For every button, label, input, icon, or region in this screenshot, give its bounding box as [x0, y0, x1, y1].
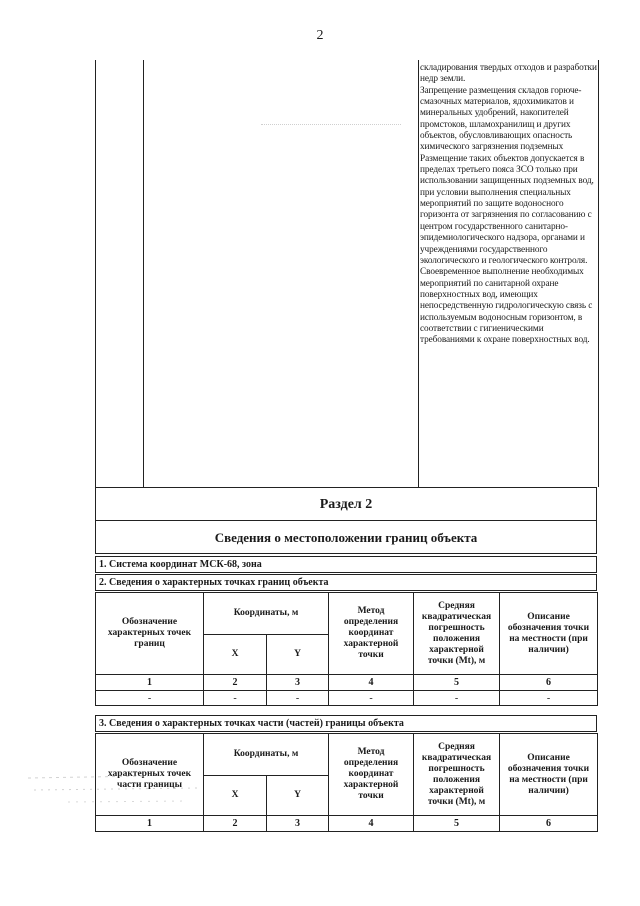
column-number: 6 — [500, 816, 598, 832]
column-number: 1 — [96, 675, 204, 691]
part-boundary-heading: 3. Сведения о характерных точках части (частей) границы объекта — [95, 715, 597, 732]
cell-value: - — [96, 691, 204, 706]
header-description: Описание обозначения точки на местности (при наличии) — [500, 593, 598, 675]
column-number: 3 — [267, 816, 329, 832]
column-number: 5 — [414, 816, 500, 832]
section-subtitle: Сведения о местоположении границ объекта — [95, 520, 597, 554]
column-number: 5 — [414, 675, 500, 691]
table-row — [96, 675, 598, 691]
header-x: X — [204, 776, 267, 816]
stamp-image — [28, 770, 208, 820]
coordinate-system-line: 1. Система координат МСК-68, зона — [95, 556, 597, 573]
cell-value: - — [500, 691, 598, 706]
column-number: 2 — [204, 675, 267, 691]
column-number: 2 — [204, 816, 267, 832]
header-method: Метод определения координат характерной точки — [329, 734, 414, 816]
header-method: Метод определения координат характерной точки — [329, 593, 414, 675]
faint-marks — [261, 124, 401, 129]
column-number: 4 — [329, 675, 414, 691]
header-y: Y — [267, 776, 329, 816]
column-number: 1 — [96, 816, 204, 832]
column-divider — [143, 60, 144, 487]
header-coordinates: Координаты, м — [204, 593, 329, 635]
boundary-points-table — [95, 592, 598, 706]
header-point-designation: Обозначение характерных точек границ — [96, 593, 204, 675]
continued-table-fragment — [95, 60, 599, 487]
cell-value: - — [204, 691, 267, 706]
column-number: 4 — [329, 816, 414, 832]
column-number: 3 — [267, 675, 329, 691]
header-y: Y — [267, 635, 329, 675]
header-x: X — [204, 635, 267, 675]
cell-value: - — [414, 691, 500, 706]
header-error: Средняя квадратическая погрешность положения характерной точки (Mt), м — [414, 734, 500, 816]
table-row — [96, 691, 598, 706]
header-error: Средняя квадратическая погрешность положения характерной точки (Mt), м — [414, 593, 500, 675]
header-point-designation: Обозначение характерных точек части границы — [96, 734, 204, 816]
column-divider — [418, 60, 419, 487]
cell-value: - — [329, 691, 414, 706]
page-number: 2 — [316, 28, 324, 43]
section-title: Раздел 2 — [95, 487, 597, 521]
restrictions-text: складирования твердых отходов и разработки недр земли. Запрещение размещения складов горюче-смазочных материалов, ядохимикатов и минеральных удобрений, накопителей промстоков, шламохранилищ и других объектов, обусловливающих опасность химического загрязнения подземных Размещение таких объектов допускается в пределах третьего пояса ЗСО только при использовании защищенных подземных вод, при условии выполнения специальных мероприятий по защите водоносного горизонта от загрязнения по согласованию с центром государственного санитарно-эпидемиологического надзора, органами и учреждениями государственного экологического и геологического контроля. Своевременное выполнение необходимых мероприятий по санитарной охране поверхностных вод, имеющих непосредственную гидрологическую связь с используемым водоносным горизонтом, в соответствии с гигиеническими требованиями к охране поверхностных вод. — [420, 63, 597, 346]
boundary-points-heading: 2. Сведения о характерных точках границ объекта — [95, 574, 597, 591]
faint-stamp-watermark — [28, 770, 208, 820]
cell-value: - — [267, 691, 329, 706]
column-number: 6 — [500, 675, 598, 691]
header-coordinates: Координаты, м — [204, 734, 329, 776]
header-description: Описание обозначения точки на местности (при наличии) — [500, 734, 598, 816]
